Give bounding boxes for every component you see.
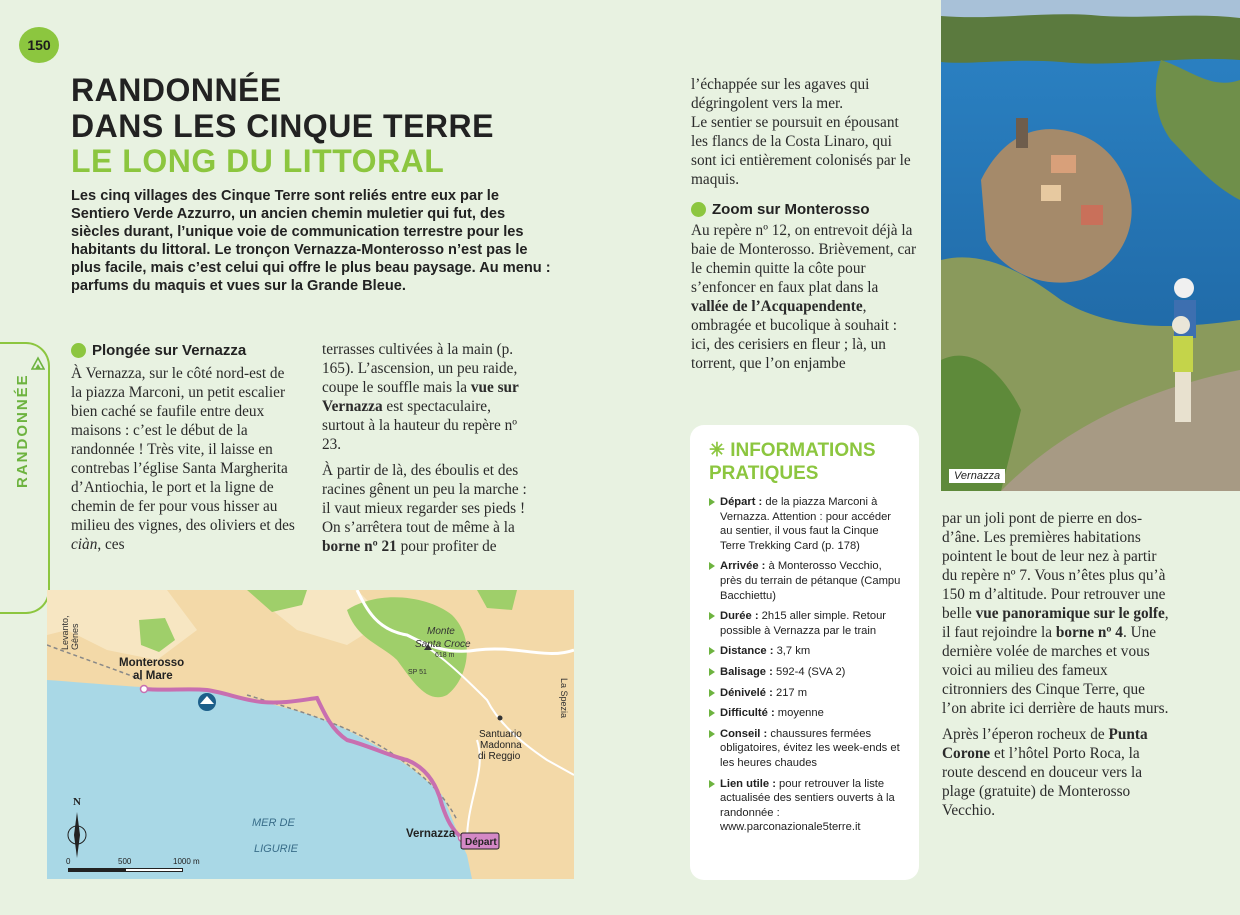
- info-label: Difficulté :: [720, 707, 775, 720]
- label-santuario-line2: Madonna: [480, 740, 522, 751]
- section-heading-monterosso: [691, 201, 919, 218]
- text-run: est spectaculaire, surtout à la hauteur du repère nº 23.: [322, 398, 518, 453]
- label-sea-line1: MER DE: [252, 817, 295, 829]
- scale-500: 500: [118, 857, 132, 866]
- photo-house: [1081, 205, 1103, 225]
- info-item-distance: [709, 644, 905, 659]
- info-item-lien: [709, 777, 905, 835]
- bold-term: vue sur Vernazza: [322, 379, 519, 415]
- info-item-denivele: [709, 686, 905, 701]
- label-vernazza: Vernazza: [406, 828, 456, 840]
- label-monte-line2: Santa Croce: [415, 639, 471, 650]
- label-monterosso-line1: Monterosso: [119, 657, 185, 669]
- bullet-dot-icon: [71, 343, 86, 358]
- label-sea-line2: LIGURIE: [254, 843, 299, 855]
- practical-info-box: [690, 425, 919, 880]
- info-value: chaussures fermées obligatoires, évitez les week-ends et les heures chaudes: [720, 727, 900, 769]
- column-4: [942, 509, 1172, 820]
- photo-hiker2-shirt: [1173, 336, 1193, 372]
- info-value: 592-4 (SVA 2): [772, 665, 846, 678]
- photo-house: [1041, 185, 1061, 201]
- info-item-arrivee: [709, 559, 905, 603]
- paragraph: Le sentier se poursuit en épousant les flancs de la Costa Linaro, qui sont ici entièrement colonisés par le maquis.: [691, 114, 911, 188]
- label-santuario-line3: di Reggio: [478, 751, 521, 762]
- info-label: Durée :: [720, 610, 759, 623]
- page-title-line1: RANDONNÉE: [71, 72, 282, 108]
- info-value: de la piazza Marconi à Vernazza. Attention : pour accéder au sentier, il vous faut la Cinque Terre Trekking Card (p. 178): [720, 496, 892, 552]
- scale-0: 0: [66, 857, 71, 866]
- bullet-dot-icon: [691, 202, 706, 217]
- info-item-difficulte: [709, 706, 905, 721]
- info-value: 217 m: [772, 686, 808, 699]
- label-monte-line1: Monte: [427, 626, 455, 637]
- label-monte-alt: 618 m: [435, 652, 455, 659]
- section-heading-text: Zoom sur Monterosso: [712, 201, 870, 218]
- section-heading-text: Plongée sur Vernazza: [92, 342, 247, 359]
- text-run: À Vernazza, sur le côté nord-est de la piazza Marconi, un petit escalier bien caché se faufile entre deux maisons : c’est le début de la randonnée ! Très vite, il laisse en contrebas l’église Santa Margherita d’Antiochia, le port et la ligne de chemin de fer pour vous hisser au milieu des vignes, des oliviers et des: [71, 365, 295, 534]
- label-monterosso-line2: al Mare: [133, 670, 173, 682]
- text-run: À partir de là, des éboulis et des racines gênent un peu la marche : il vaut mieux regarder ses pieds ! On s’arrêtera tout de même à la: [322, 462, 527, 536]
- trail-map: [47, 590, 574, 879]
- info-item-depart: [709, 495, 905, 553]
- text-run: , il faut rejoindre la: [942, 605, 1169, 641]
- info-value: moyenne: [774, 707, 824, 720]
- text-run: terrasses cultivées à la main (p. 165). L’ascension, un peu raide, coupe le souffle mais la: [322, 341, 518, 396]
- bold-term: Punta Corone: [942, 726, 1148, 762]
- bold-term: borne nº 4: [1055, 624, 1123, 641]
- bold-term: vue panoramique sur le golfe: [975, 605, 1165, 622]
- text-run: Après l’éperon rocheux de: [942, 726, 1109, 743]
- text-run: et l’hôtel Porto Roca, la route descend en douceur vers la plage (gratuite) de Monterosso Vecchio.: [942, 745, 1143, 819]
- bold-term: borne nº 21: [322, 538, 397, 555]
- info-label: Distance :: [720, 645, 774, 658]
- info-label: Balisage :: [720, 665, 773, 678]
- column-1-text: [71, 364, 296, 554]
- text-run: , ombragée et bucolique à souhait : ici, des cerisiers en fleur ; là, un torrent, que l’on enjambe: [691, 298, 898, 372]
- hiking-icon: [31, 356, 45, 370]
- info-value: pour retrouver la liste actualisée des sentiers ouverts à la randonnée : www.parconazionale5terre.it: [720, 777, 895, 834]
- asterisk-icon: ✳: [709, 440, 725, 461]
- paragraph: l’échappée sur les agaves qui dégringolent vers la mer.: [691, 76, 870, 112]
- photo-hiker-hat: [1174, 278, 1194, 298]
- label-santuario-line1: Santuario: [479, 729, 522, 740]
- start-point-marker: [141, 686, 148, 693]
- church-icon: [498, 716, 503, 721]
- info-value: 2h15 aller simple. Retour possible à Vernazza par le train: [720, 610, 887, 637]
- text-run: . Une dernière volée de marches et vous voici au milieu des fameux citronniers des Cinque Terre, que l’on abrite ici derrière de hauts murs.: [942, 624, 1169, 717]
- info-label: Départ :: [720, 496, 763, 508]
- label-levanto-line1: Levanto,: [60, 615, 70, 650]
- info-item-balisage: [709, 665, 905, 680]
- column-1: [71, 342, 296, 554]
- photo-hiker2-legs: [1175, 372, 1191, 422]
- text-run: pour profiter de: [396, 538, 497, 555]
- text-run: Au repère nº 12, on entrevoit déjà la baie de Monterosso. Brièvement, car le chemin quitte la côte pour s’enfoncer en faux plat dans la: [691, 222, 917, 296]
- page-subtitle: LE LONG DU LITTORAL: [71, 143, 445, 179]
- photo-hiker2-hat: [1172, 316, 1190, 334]
- intro-paragraph: Les cinq villages des Cinque Terre sont reliés entre eux par le Sentiero Verde Azzurro, un ancien chemin muletier qui fut, des siècles durant, l’unique voie de communication terrestre pour les habitants du littoral. Le tronçon Vernazza-Monterosso n’est pas le plus facile, mais c’est celui qui offre le plus beau paysage. Au menu : parfums du maquis et vues sur la Grande Bleue.: [71, 188, 551, 294]
- photo-caption: Vernazza: [949, 469, 1005, 483]
- text-run: par un joli pont de pierre en dos-d’âne. Les premières habitations pointent le bout de leur nez à partir du repère nº 7. Vous n’êtes plus qu’à 150 m d’altitude. Pour retrouver une belle: [942, 510, 1166, 622]
- page-number: 150: [19, 27, 59, 63]
- scale-1000: 1000 m: [173, 857, 200, 866]
- label-sp51: SP 51: [408, 669, 427, 676]
- side-tab-label: RANDONNÉE: [14, 373, 31, 488]
- section-heading-vernazza: [71, 342, 296, 359]
- label-laspezia: La Spezia: [559, 678, 569, 719]
- info-box-title: [709, 439, 905, 485]
- info-label: Arrivée :: [720, 560, 766, 573]
- north-label: N: [73, 796, 81, 808]
- info-title-line2: PRATIQUES: [709, 463, 819, 484]
- info-title-line1: INFORMATIONS: [730, 440, 876, 461]
- photo-tower: [1016, 118, 1028, 148]
- info-label: Conseil :: [720, 727, 768, 740]
- label-levanto-line2: Gênes: [70, 623, 80, 650]
- column-2: [322, 340, 532, 556]
- page-title-line2: DANS LES CINQUE TERRE: [71, 108, 494, 144]
- info-item-conseil: [709, 727, 905, 771]
- info-label: Dénivelé :: [720, 686, 773, 699]
- italic-term: ciàn: [71, 536, 98, 553]
- bold-term: vallée de l’Acquapendente: [691, 298, 863, 315]
- vernazza-photo: [941, 0, 1240, 491]
- label-depart: Départ: [465, 837, 497, 848]
- info-value: 3,7 km: [773, 645, 811, 658]
- scale-bar-segment: [126, 869, 182, 871]
- text-run: , ces: [97, 536, 125, 553]
- column-3: [691, 75, 919, 373]
- photo-house: [1051, 155, 1076, 173]
- info-label: Lien utile :: [720, 777, 776, 790]
- info-value: à Monterosso Vecchio, près du terrain de pétanque (Campu Bacchiettu): [720, 560, 901, 602]
- info-item-duree: [709, 609, 905, 638]
